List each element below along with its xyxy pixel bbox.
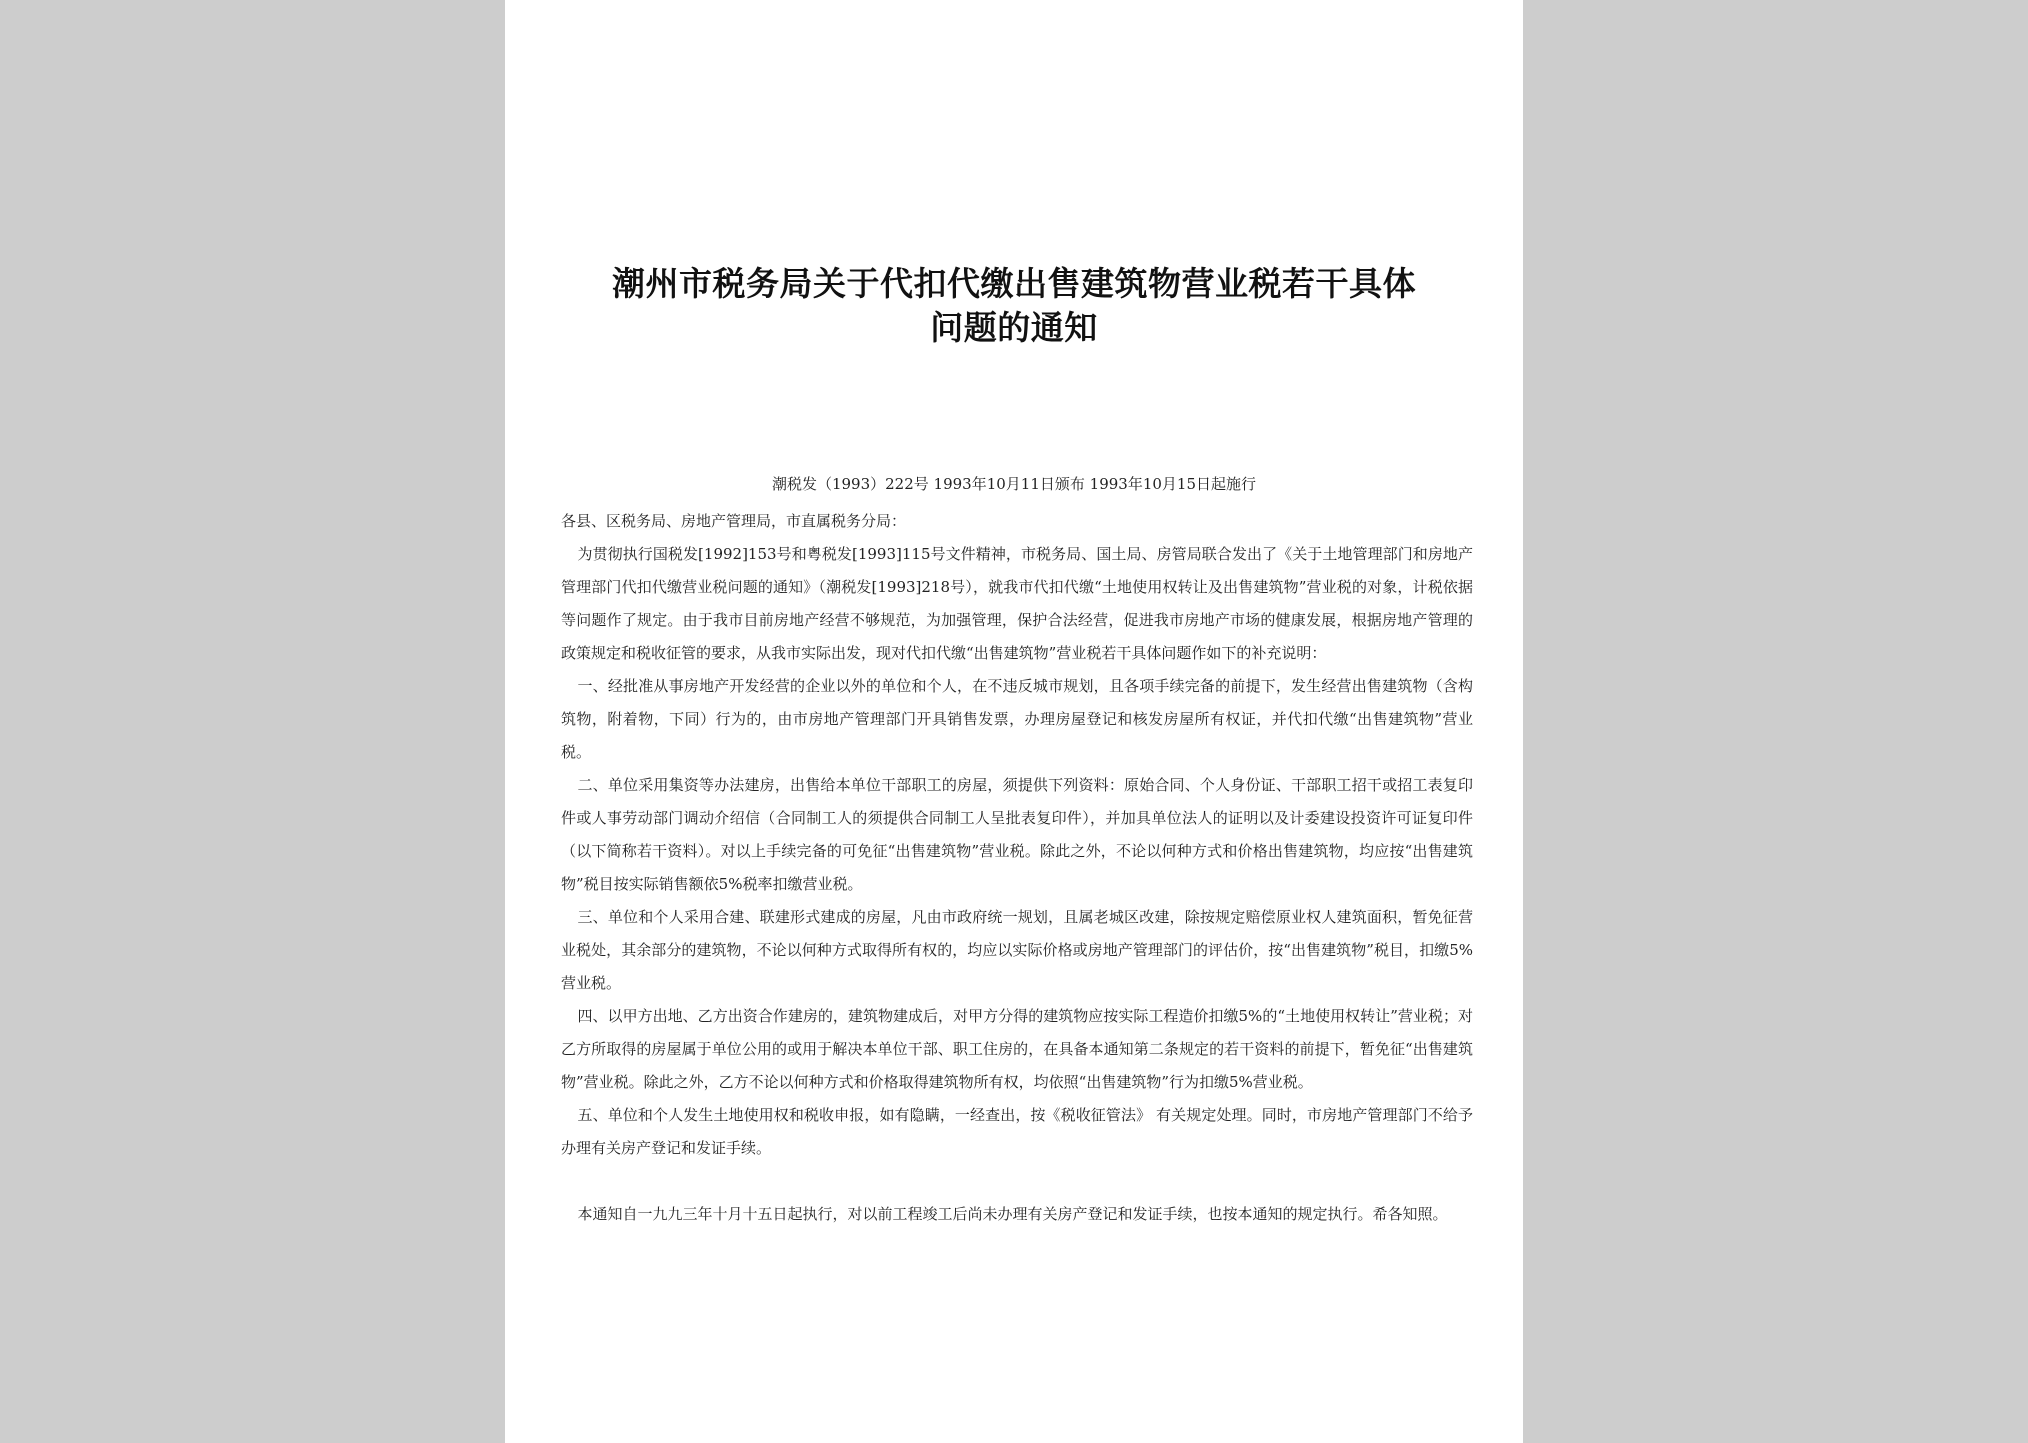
- body-paragraph-2: 二、单位采用集资等办法建房，出售给本单位干部职工的房屋，须提供下列资料：原始合同、个人身份证、干部职工招干或招工表复印件或人事劳动部门调动介绍信（合同制工人的须提供合同制工人呈批表复印件），并加具单位法人的证明以及计委建设投资许可证复印件（以下简称若干资料）。对以上手续完备的可免征“出售建筑物”营业税。除此之外，不论以何种方式和价格出售建筑物，均应按“出售建筑物”税目按实际销售额依5%税率扣缴营业税。: [561, 776, 1473, 893]
- closing-paragraph: 本通知自一九九三年十月十五日起执行，对以前工程竣工后尚未办理有关房产登记和发证手续，也按本通知的规定执行。希各知照。: [577, 1205, 1448, 1223]
- addressee: 各县、区税务局、房地产管理局，市直属税务分局：: [561, 512, 907, 530]
- body-paragraph-3: 三、单位和个人采用合建、联建形式建成的房屋，凡由市政府统一规划，且属老城区改建，除按规定赔偿原业权人建筑面积，暂免征营业税处，其余部分的建筑物，不论以何种方式取得所有权的，均应以实际价格或房地产管理部门的评估价，按“出售建筑物”税目，扣缴5%营业税。: [561, 908, 1473, 992]
- issuance-info: 潮税发（1993）222号 1993年10月11日颁布 1993年10月15日起施行: [771, 475, 1257, 493]
- document-title: [535, 262, 1493, 350]
- title-line-2: 问题的通知: [930, 308, 1098, 347]
- document-page: [505, 0, 1523, 1443]
- body-paragraph-5: 五、单位和个人发生土地使用权和税收申报，如有隐瞒，一经查出，按《税收征管法》 有关规定处理。同时，市房地产管理部门不给予办理有关房产登记和发证手续。: [561, 1106, 1473, 1157]
- document-body: [561, 505, 1473, 1231]
- body-paragraph-preamble: 为贯彻执行国税发[1992]153号和粤税发[1993]115号文件精神，市税务局、国土局、房管局联合发出了《关于土地管理部门和房地产管理部门代扣代缴营业税问题的通知》（潮税发[1993]218号），就我市代扣代缴“土地使用权转让及出售建筑物”营业税的对象，计税依据等问题作了规定。由于我市目前房地产经营不够规范，为加强管理，保护合法经营，促进我市房地产市场的健康发展，根据房地产管理的政策规定和税收征管的要求，从我市实际出发，现对代扣代缴“出售建筑物”营业税若干具体问题作如下的补充说明：: [561, 545, 1473, 662]
- body-paragraph-4: 四、以甲方出地、乙方出资合作建房的，建筑物建成后，对甲方分得的建筑物应按实际工程造价扣缴5%的“土地使用权转让”营业税；对乙方所取得的房屋属于单位公用的或用于解决本单位干部、职工住房的，在具备本通知第二条规定的若干资料的前提下，暂免征“出售建筑物”营业税。除此之外，乙方不论以何种方式和价格取得建筑物所有权，均依照“出售建筑物”行为扣缴5%营业税。: [561, 1007, 1473, 1091]
- body-paragraph-1: 一、经批准从事房地产开发经营的企业以外的单位和个人，在不违反城市规划，且各项手续完备的前提下，发生经营出售建筑物（含构筑物，附着物，下同）行为的，由市房地产管理部门开具销售发票，办理房屋登记和核发房屋所有权证，并代扣代缴“出售建筑物”营业税。: [561, 677, 1473, 761]
- title-line-1: 潮州市税务局关于代扣代缴出售建筑物营业税若干具体: [612, 264, 1416, 303]
